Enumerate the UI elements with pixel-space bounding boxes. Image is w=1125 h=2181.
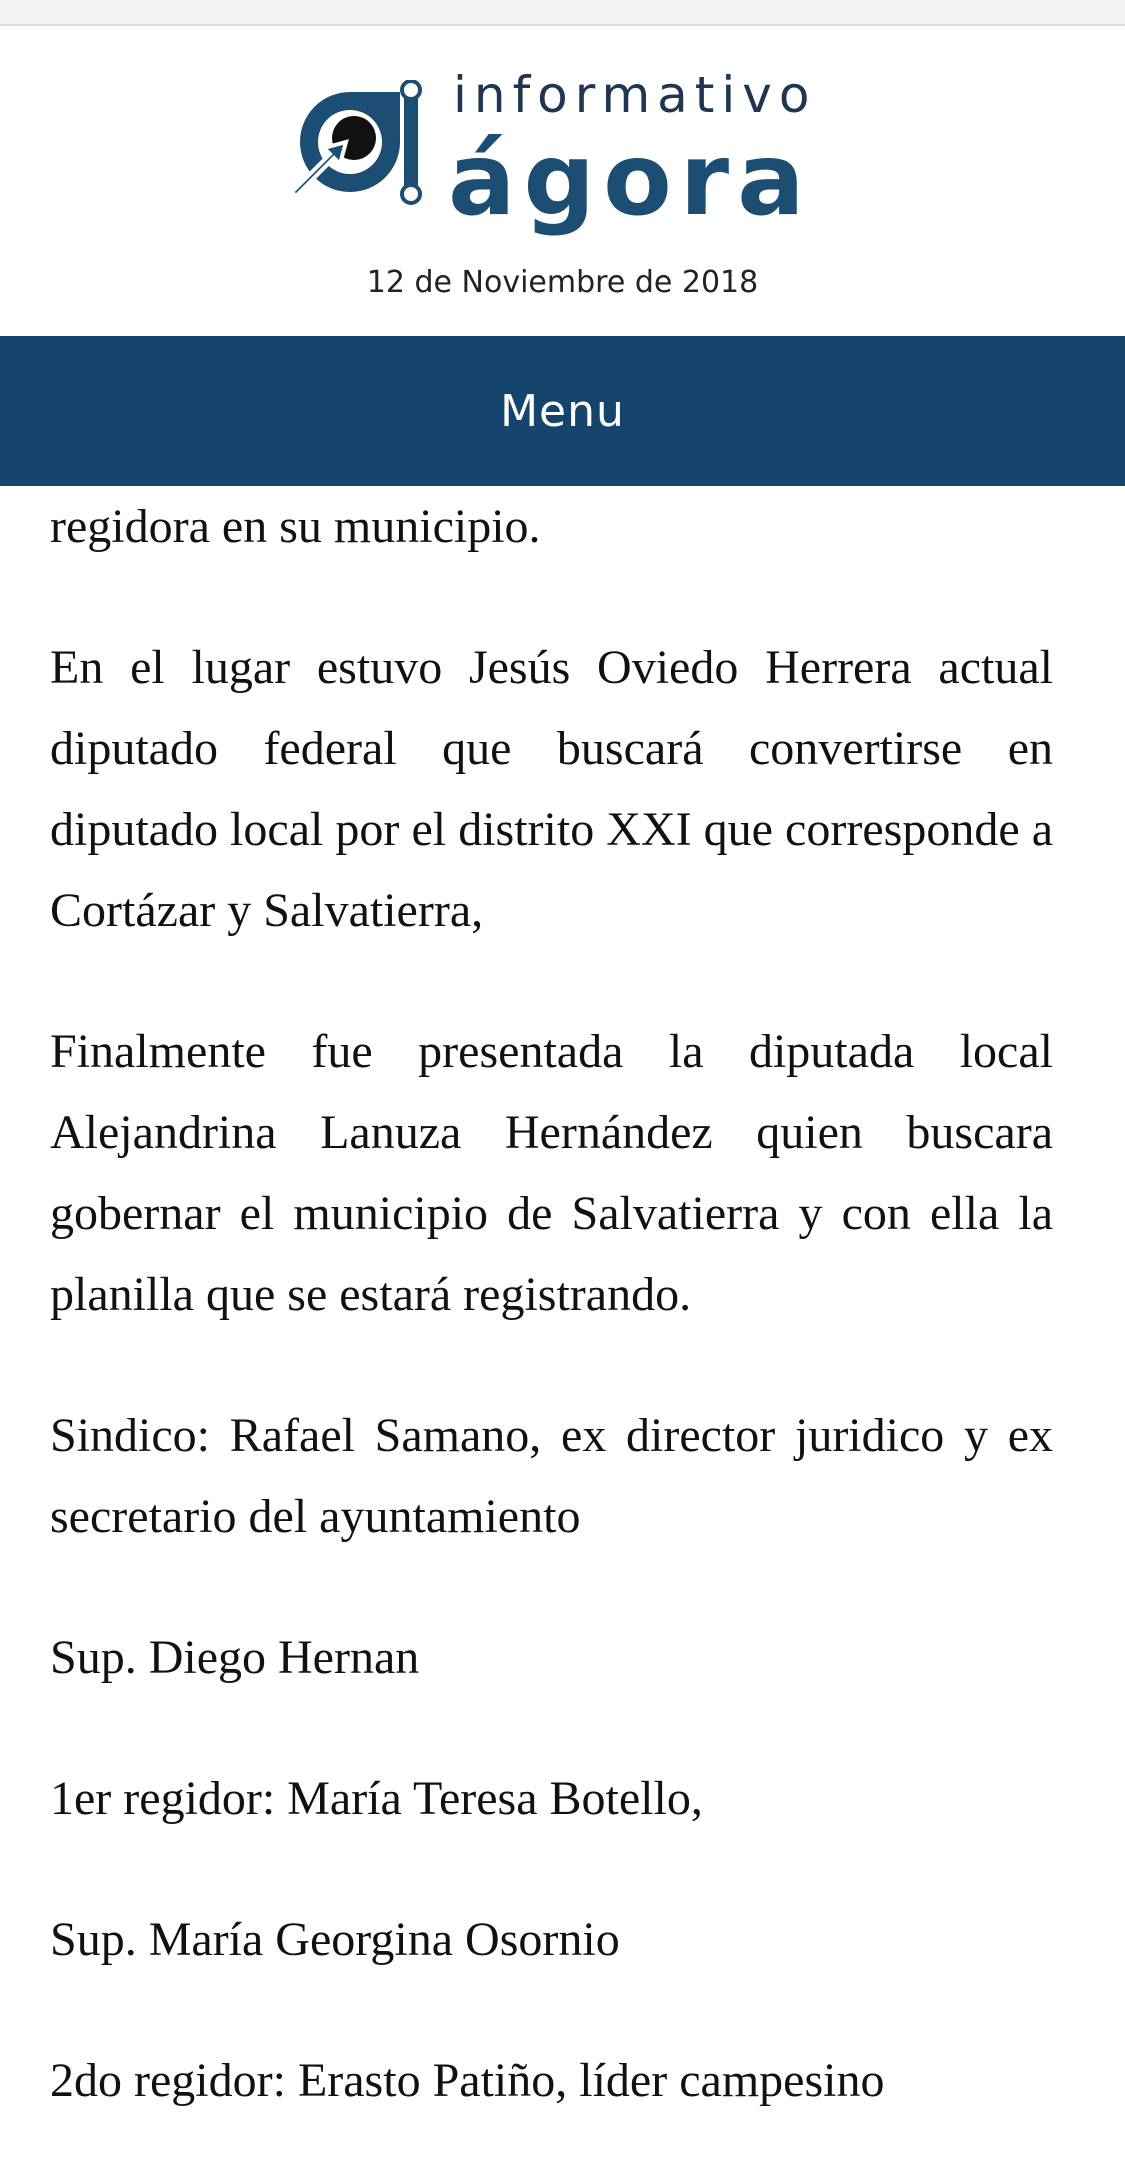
site-header	[0, 26, 1125, 336]
article-paragraph: Sindico: Rafael Samano, ex director juridico y ex secretario del ayuntamiento	[50, 1409, 1053, 1543]
article-paragraph: regidora en su municipio.	[50, 500, 541, 553]
article-paragraph: Sup. María Georgina Osornio	[50, 1913, 620, 1966]
agora-logo-icon	[288, 80, 438, 205]
article-body	[50, 486, 1053, 2181]
article-paragraph: Finalmente fue presentada la diputada local Alejandrina Lanuza Hernández quien buscara gobernar el municipio de Salvatierra y con ella la planilla que se estará registrando.	[50, 1025, 1053, 1321]
header-date: 12 de Noviembre de 2018	[366, 265, 759, 300]
browser-top-strip	[0, 0, 1125, 26]
site-logo[interactable]	[288, 52, 848, 238]
logo-text-informativo: informativo	[453, 66, 817, 124]
article-paragraph: Sup. Diego Hernan	[50, 1631, 420, 1684]
article-paragraph: En el lugar estuvo Jesús Oviedo Herrera actual diputado federal que buscará convertirse en diputado local por el distrito XXI que corresponde a Cortázar y Salvatierra,	[50, 641, 1053, 937]
article-paragraph: 1er regidor: María Teresa Botello,	[50, 1772, 703, 1825]
article-paragraph: 2do regidor: Erasto Patiño, líder campesino	[50, 2054, 885, 2107]
menu-label: Menu	[500, 385, 625, 437]
logo-text-agora: ágora	[448, 121, 813, 238]
menu-button[interactable]	[0, 336, 1125, 486]
